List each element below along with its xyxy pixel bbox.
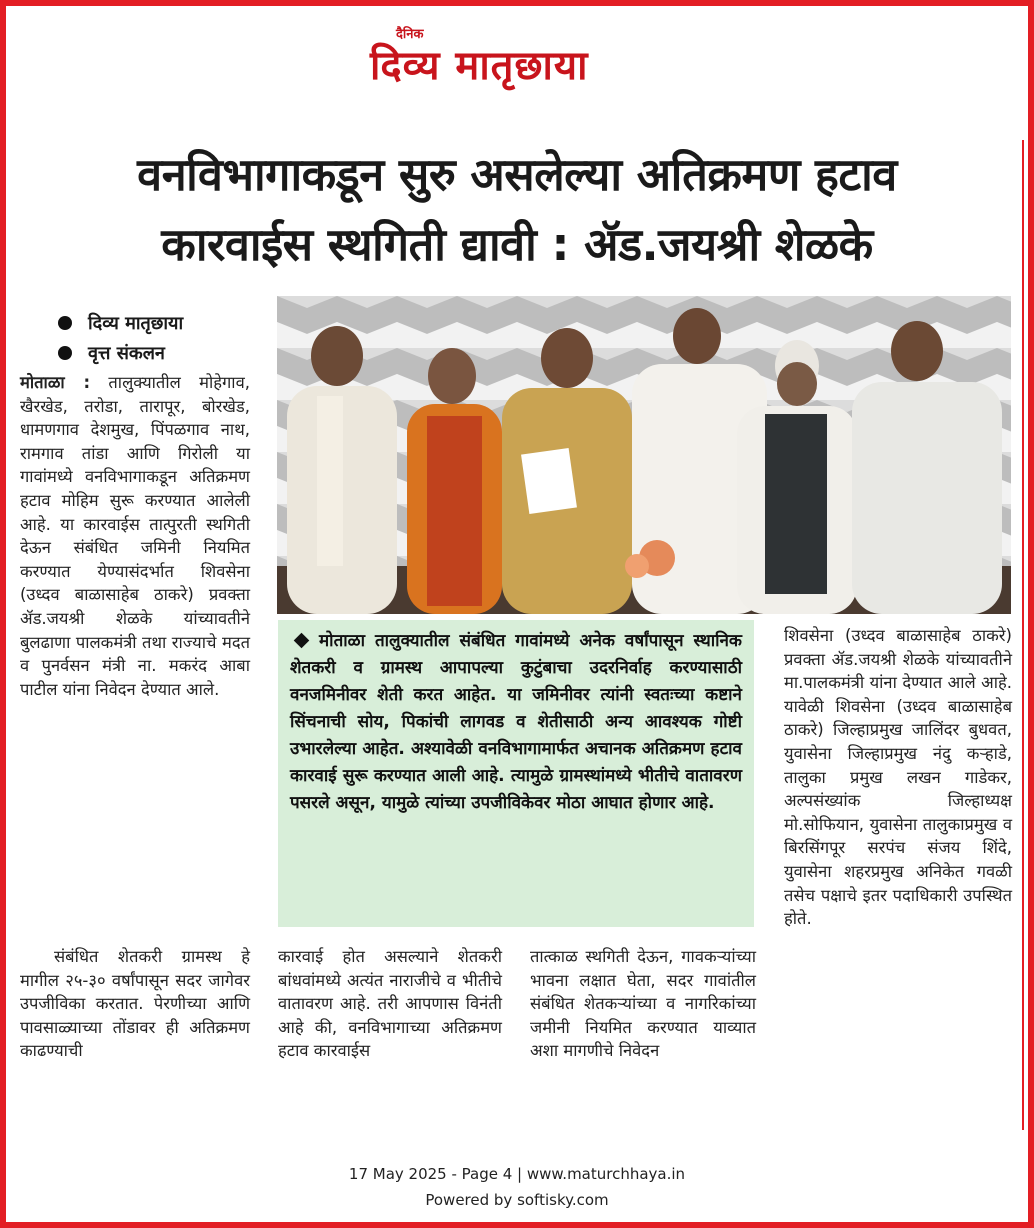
headline (20, 140, 1014, 280)
bullet-icon (58, 346, 72, 360)
article-paragraph: शिवसेना (उध्दव बाळासाहेब ठाकरे) प्रवक्ता ॲड.जयश्री शेळके यांच्यावतीने मा.पालकमंत्री यांना देण्यात आले आहे. यावेळी शिवसेना (उध्दव बाळासाहेब ठाकरे) जिल्हाप्रमुख जालिंदर बुधवत, युवासेना जिल्हाप्रमुख नंदु कऱ्हाडे, तालुका प्रमुख लखन गाडेकर, अल्पसंख्यांक जिल्हाध्यक्ष मो.सोफियान, युवासेना तालुकाप्रमुख व बिरसिंगपूर सरपंच संजय शिंदे, युवासेना शहरप्रमुख अनिकेत गवळी तसेच पक्षाचे इतर पदाधिकारी उपस्थित होते. (784, 626, 1012, 929)
article-paragraph: तालुक्यातील मोहेगाव, खैरखेड, तरोडा, तारापूर, बोरखेड, धामणगाव देशमुख, पिंपळगाव नाथ, रामगाव तांडा आणि गिरोली या गावांमध्ये वनविभागाकडून अतिक्रमण हटाव मोहिम सुरू करण्यात आलेली आहे. या कारवाईस तात्पुरती स्थगिती देऊन संबंधित जमिनी नियमित करण्यात येण्यासंदर्भात शिवसेना (उध्दव बाळासाहेब ठाकरे) प्रवक्ता ॲड.जयश्री शेळके यांच्यावतीने बुलढाणा पालकमंत्री तथा राज्याचे मदत व पुनर्वसन मंत्री ना. मकरंद आबा पाटील यांना निवेदन देण्यात आले. (20, 373, 250, 699)
footer-line-2: Powered by softisky.com (425, 1191, 609, 1209)
byline-item (58, 308, 183, 338)
article-column-1-continued (20, 945, 250, 1063)
column-rule (1022, 140, 1024, 1130)
article-column-4 (784, 624, 1012, 931)
dateline: मोताळा : (20, 373, 91, 392)
article-column-1 (20, 371, 250, 701)
news-photo (277, 296, 1011, 614)
highlight-box (278, 620, 754, 927)
logo-kicker: दैनिक (396, 27, 424, 42)
article-paragraph: संबंधित शेतकरी ग्रामस्थ हे मागील २५-३० वर्षांपासून सदर जागेवर उपजीविका करतात. पेरणीच्या आणि पावसाळ्याच्या तोंडावर ही अतिक्रमण काढण्याची (20, 947, 250, 1061)
headline-line-2: कारवाईस स्थगिती द्यावी : ॲड.जयश्री शेळके (161, 218, 873, 271)
byline-text: दिव्य मातृछाया (88, 313, 184, 334)
byline-item (58, 338, 183, 368)
logo-name: दिव्य मातृछाया (370, 43, 589, 89)
diamond-bullet-icon (294, 633, 310, 649)
byline-text: वृत्त संकलन (88, 343, 165, 364)
footer-line-1: 17 May 2025 - Page 4 | www.maturchhaya.in (348, 1165, 686, 1183)
highlight-text: मोताळा तालुक्यातील संबंधित गावांमध्ये अनेक वर्षांपासून स्थानिक शेतकरी व ग्रामस्थ आपापल्या कुटुंबाचा उदरनिर्वाह करण्यासाठी वनजमिनीवर शेती करत आहेत. या जमिनीवर त्यांनी स्वतःच्या कष्टाने सिंचनाची सोय, पिकांची लागवड व शेतीसाठी अन्य आवश्यक गोष्टी उभारलेल्या आहेत. अश्यावेळी वनविभागामार्फत अचानक अतिक्रमण हटाव कारवाई सुरू करण्यात आली आहे. त्यामुळे ग्रामस्थांमध्ये भीतीचे वातावरण पसरले असून, यामुळे त्यांच्या उपजीविकेवर मोठा आघात होणार आहे. (290, 631, 742, 813)
article-column-2 (278, 945, 502, 1063)
article-paragraph: कारवाई होत असल्याने शेतकरी बांधवांमध्ये अत्यंत नाराजीचे व भीतीचे वातावरण आहे. तरी आपणास विनंती आहे की, वनविभागाच्या अतिक्रमण हटाव कारवाईस (278, 947, 502, 1061)
bylines (58, 308, 183, 368)
article-column-3 (530, 945, 756, 1063)
bullet-icon (58, 316, 72, 330)
article-paragraph: तात्काळ स्थगिती देऊन, गावकऱ्यांच्या भावना लक्षात घेता, सदर गावांतील संबंधित शेतकऱ्यांच्या व नागरिकांच्या जमीनी नियमित करण्यात याव्यात अशा मागणीचे निवेदन (530, 947, 756, 1061)
headline-line-1: वनविभागाकडून सुरु असलेल्या अतिक्रमण हटाव (137, 148, 897, 201)
newspaper-logo (370, 22, 670, 92)
